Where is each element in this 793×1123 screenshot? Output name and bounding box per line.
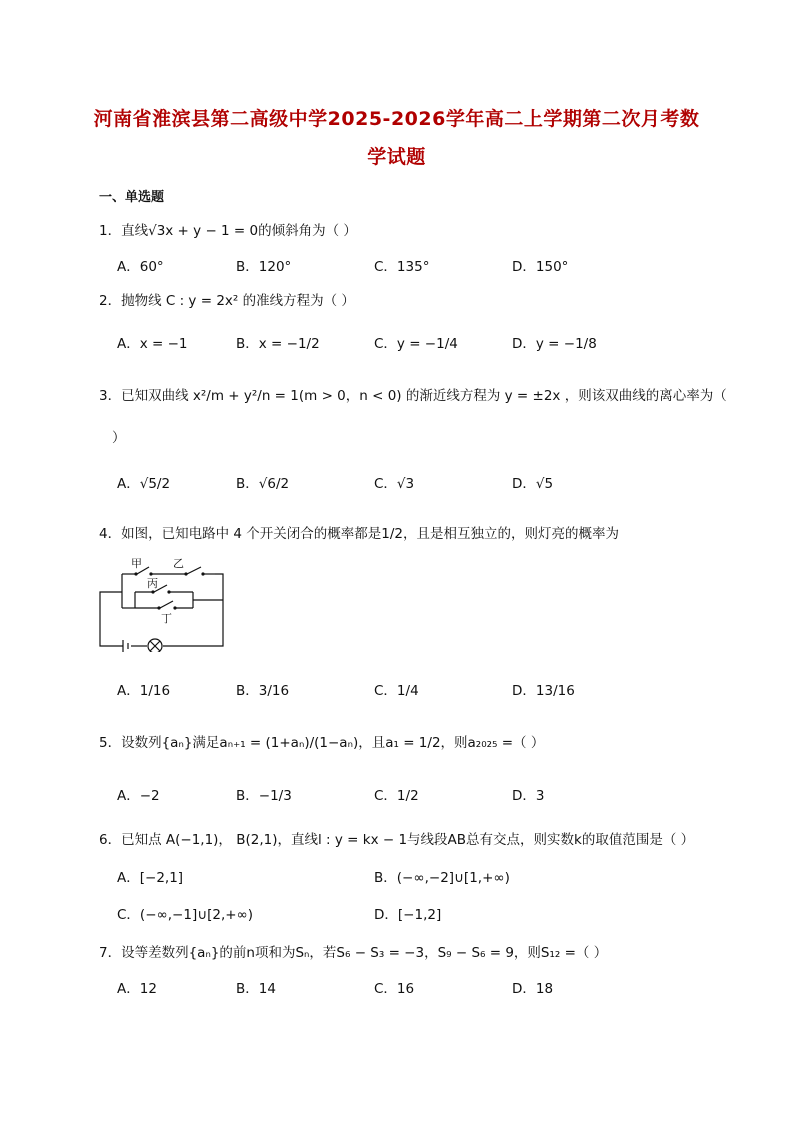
question-4-option-b: B．3/16 xyxy=(236,683,290,699)
document-title-line1: 河南省淮滨县第二高级中学2025-2026学年高二上学期第二次月考数 xyxy=(93,108,700,130)
question-3-stem-continued: ） xyxy=(112,430,126,446)
switch-label-yi: 乙 xyxy=(173,557,184,570)
switch-label-jia: 甲 xyxy=(131,557,142,570)
question-5-stem: 5．设数列{aₙ}满足aₙ₊₁ = (1+aₙ)/(1−aₙ)，且a₁ = 1/2，则a₂₀₂₅ =（ ） xyxy=(99,735,545,751)
question-2-option-d: D．y = −1/8 xyxy=(512,336,597,352)
question-3-option-a: A．√5/2 xyxy=(117,476,171,492)
circuit-diagram xyxy=(97,556,229,652)
switch-label-bing: 丙 xyxy=(147,577,158,590)
question-5-option-c: C．1/2 xyxy=(374,788,419,804)
question-7-stem: 7．设等差数列{aₙ}的前n项和为Sₙ，若S₆ − S₃ = −3，S₉ − S₆ = 9，则S₁₂ =（ ） xyxy=(99,945,608,961)
question-5-option-b: B．−1/3 xyxy=(236,788,292,804)
question-3-option-d: D．√5 xyxy=(512,476,554,492)
section-heading: 一、单选题 xyxy=(99,190,165,205)
question-2-option-a: A．x = −1 xyxy=(117,336,188,352)
question-6-option-b: B．(−∞,−2]∪[1,+∞) xyxy=(374,870,510,886)
question-5-option-d: D．3 xyxy=(512,788,545,804)
question-6-option-c: C．(−∞,−1]∪[2,+∞) xyxy=(117,907,254,923)
question-1-option-b: B．120° xyxy=(236,259,292,275)
question-4-option-a: A．1/16 xyxy=(117,683,171,699)
question-1-option-a: A．60° xyxy=(117,259,164,275)
question-2-option-b: B．x = −1/2 xyxy=(236,336,320,352)
question-4-option-c: C．1/4 xyxy=(374,683,419,699)
question-4-stem: 4．如图，已知电路中 4 个开关闭合的概率都是1/2，且是相互独立的，则灯亮的概率为 xyxy=(99,526,619,542)
question-7-option-a: A．12 xyxy=(117,981,157,997)
question-3-stem: 3．已知双曲线 x²/m + y²/n = 1(m > 0，n < 0) 的渐近线方程为 y = ±2x ，则该双曲线的离心率为（ xyxy=(99,388,727,404)
question-7-option-c: C．16 xyxy=(374,981,415,997)
question-6-stem: 6．已知点 A(−1,1)， B(2,1)，直线l : y = kx − 1与线段AB总有交点，则实数k的取值范围是（ ） xyxy=(99,832,695,848)
question-1-option-c: C．135° xyxy=(374,259,430,275)
switch-label-ding: 丁 xyxy=(161,612,172,625)
question-7-option-d: D．18 xyxy=(512,981,554,997)
question-2-option-c: C．y = −1/4 xyxy=(374,336,458,352)
question-1-option-d: D．150° xyxy=(512,259,569,275)
question-2-stem: 2．抛物线 C : y = 2x² 的准线方程为（ ） xyxy=(99,293,355,309)
question-1-stem: 1．直线√3x + y − 1 = 0的倾斜角为（ ） xyxy=(99,223,357,239)
question-6-option-d: D．[−1,2] xyxy=(374,907,442,923)
question-6-option-a: A．[−2,1] xyxy=(117,870,184,886)
question-3-option-c: C．√3 xyxy=(374,476,415,492)
question-4-option-d: D．13/16 xyxy=(512,683,575,699)
question-5-option-a: A．−2 xyxy=(117,788,160,804)
question-3-option-b: B．√6/2 xyxy=(236,476,290,492)
question-7-option-b: B．14 xyxy=(236,981,276,997)
document-title-line2: 学试题 xyxy=(367,146,426,168)
